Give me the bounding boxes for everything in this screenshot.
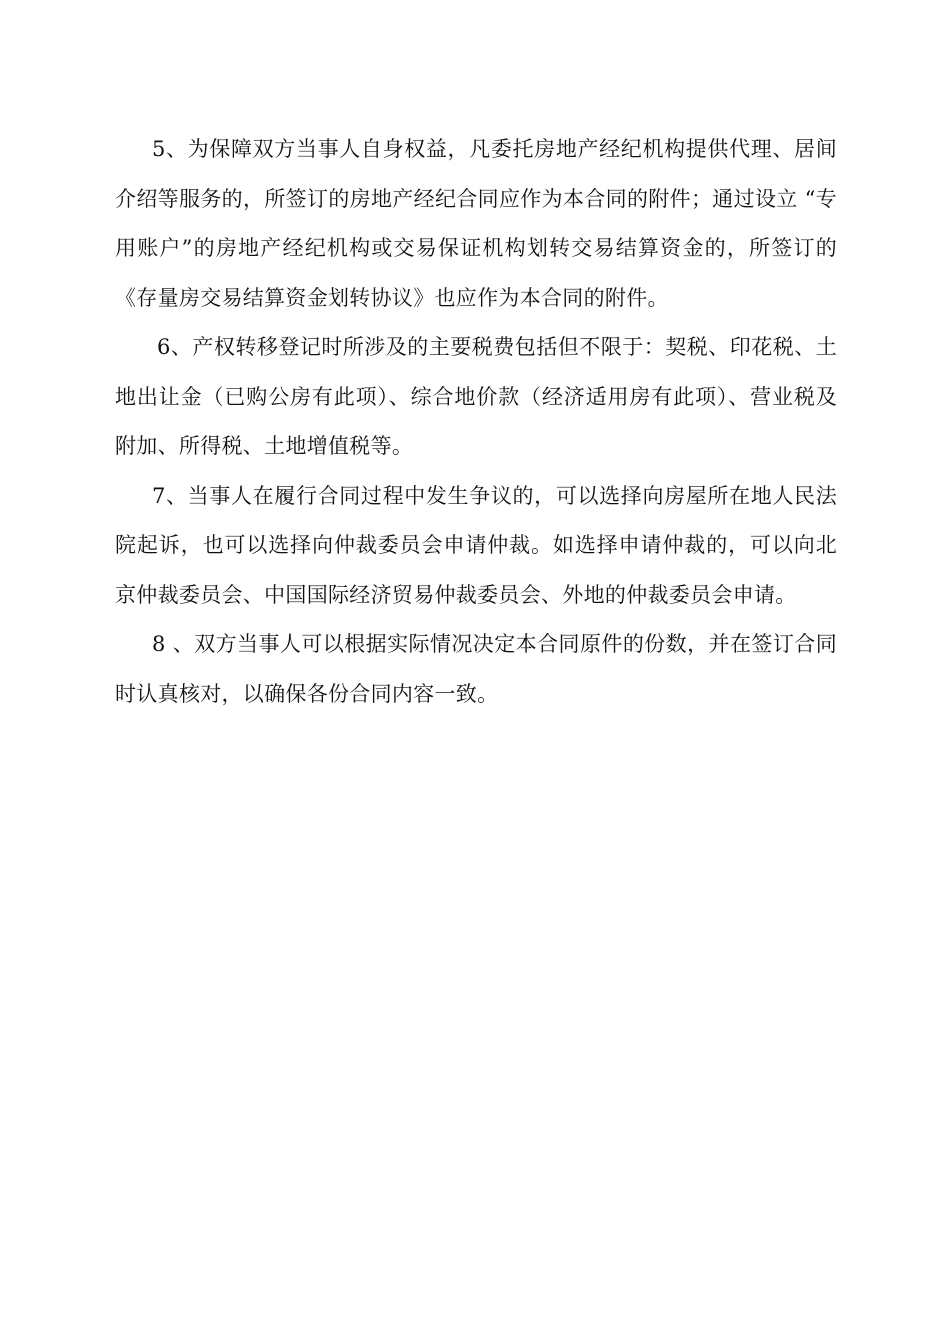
paragraph-5: 5、为保障双方当事人自身权益，凡委托房地产经纪机构提供代理、居间介绍等服务的，所签订的房地产经纪合同应作为本合同的附件；通过设立 “专用账户”的房地产经纪机构或交易保证机构划转交易结算资金的，所签订的《存量房交易结算资金划转协议》也应作为本合同的附件。: [115, 137, 837, 310]
paragraph-6: 6、产权转移登记时所涉及的主要税费包括但不限于：契税、印花税、土地出让金（已购公房有此项）、综合地价款（经济适用房有此项）、营业税及附加、所得税、土地增值税等。: [115, 335, 837, 458]
paragraph-8: 8 、双方当事人可以根据实际情况决定本合同原件的份数，并在签订合同时认真核对，以确保各份合同内容一致。: [115, 632, 837, 706]
document-body: [115, 125, 837, 719]
paragraph-7: 7、当事人在履行合同过程中发生争议的，可以选择向房屋所在地人民法院起诉，也可以选择向仲裁委员会申请仲裁。如选择申请仲裁的，可以向北京仲裁委员会、中国国际经济贸易仲裁委员会、外地的仲裁委员会申请。: [115, 483, 837, 607]
